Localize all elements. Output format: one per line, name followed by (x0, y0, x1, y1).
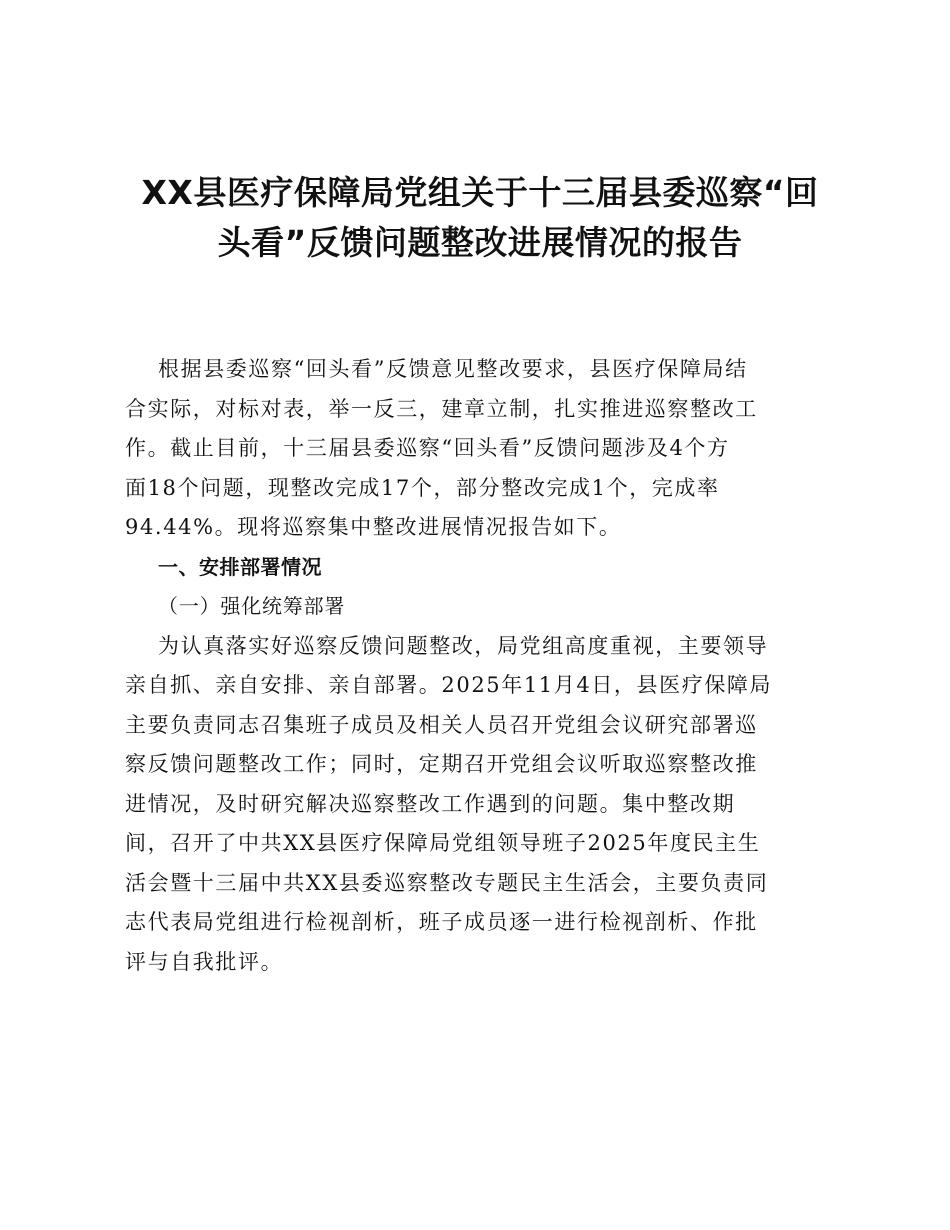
title-line: XX县医疗保障局党组关于十三届县委巡察“回 (141, 173, 819, 212)
paragraph-line: 间，召开了中共XX县医疗保障局党组领导班子2025年度民主生 (125, 831, 761, 855)
paragraph-line: 94.44%。现将巡察集中整改进展情况报告如下。 (125, 515, 622, 539)
paragraph-line: 面18个问题，现整改完成17个，部分整改完成1个，完成率 (125, 475, 720, 500)
intro-paragraph (125, 350, 835, 548)
paragraph-line: 察反馈问题整改工作；同时，定期召开党组会议听取巡察整改推 (125, 752, 758, 776)
document-body (125, 350, 835, 982)
paragraph-line: 为认真落实好巡察反馈问题整改，局党组高度重视，主要领导 (158, 633, 769, 658)
paragraph-line: 亲自抓、亲自安排、亲自部署。2025年11月4日，县医疗保障局 (125, 673, 773, 697)
subsection-heading: （一）强化统筹部署 (158, 594, 346, 618)
document-title (110, 168, 850, 268)
paragraph-line: 作。截止目前，十三届县委巡察“回头看”反馈问题涉及4个方 (125, 436, 730, 460)
paragraph-line: 合实际，对标对表，举一反三，建章立制，扎实推进巡察整改工 (125, 396, 758, 421)
paragraph-line: 评与自我批评。 (125, 949, 284, 974)
section-heading: 一、安排部署情况 (158, 554, 322, 579)
paragraph-line: 志代表局党组进行检视剖析，班子成员逐一进行检视剖析、作批 (125, 910, 758, 934)
paragraph-line: 主要负责同志召集班子成员及相关人员召开党组会议研究部署巡 (125, 712, 758, 737)
paragraph-line: 根据县委巡察“回头看”反馈意见整改要求，县医疗保障局结 (158, 357, 748, 381)
body-paragraph (125, 627, 835, 983)
paragraph-line: 活会暨十三届中共XX县委巡察整改专题民主生活会，主要负责同 (125, 870, 769, 895)
title-line: 头看”反馈问题整改进展情况的报告 (217, 223, 743, 262)
paragraph-line: 进情况，及时研究解决巡察整改工作遇到的问题。集中整改期 (125, 791, 736, 816)
